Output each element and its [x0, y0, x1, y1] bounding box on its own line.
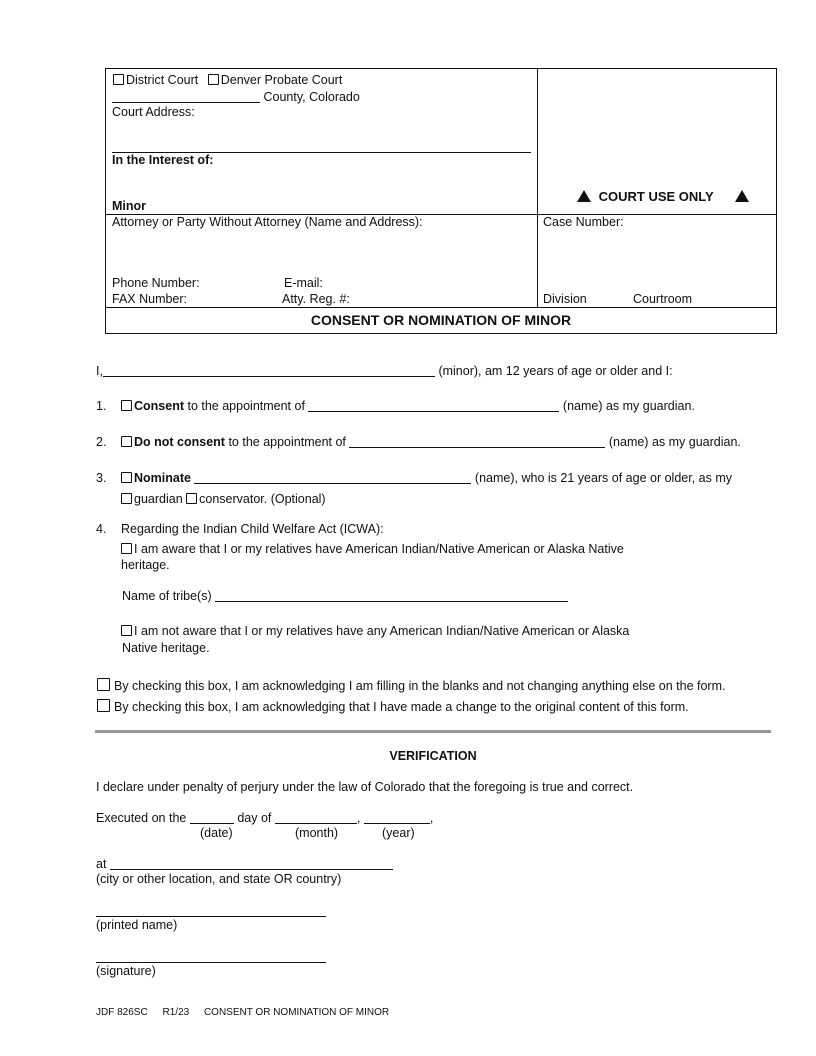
item-3-row [121, 471, 732, 485]
not-consent-end: (name) as my guardian. [608, 435, 741, 449]
county-row [112, 90, 360, 104]
consent-rest: to the appointment of [187, 399, 305, 413]
atty-reg-label: Atty. Reg. #: [282, 292, 350, 306]
aware-label-cont: heritage. [121, 558, 170, 572]
item-2-row [121, 435, 741, 449]
printed-name-caption: (printed name) [96, 918, 178, 932]
tribe-blank[interactable] [215, 590, 568, 602]
month-blank[interactable] [275, 812, 357, 824]
guardian-checkbox[interactable] [121, 493, 132, 504]
division-label: Division [543, 292, 587, 306]
item-3-number: 3. [96, 471, 107, 485]
footer [96, 1006, 389, 1020]
item-1-number: 1. [96, 399, 107, 413]
intro-i: I, [96, 364, 103, 378]
item-3-options [121, 492, 326, 506]
probate-court-checkbox[interactable] [208, 74, 219, 85]
fax-label: FAX Number: [112, 292, 188, 306]
nominate-checkbox[interactable] [121, 472, 132, 483]
intro-row [96, 364, 673, 378]
signature-line[interactable] [96, 962, 326, 963]
footer-form-number: JDF 826SC [96, 1007, 148, 1018]
consent-checkbox[interactable] [121, 400, 132, 411]
court-use-only-label: COURT USE ONLY [598, 189, 714, 204]
printed-name-line[interactable] [96, 916, 326, 917]
minor-label: Minor [112, 199, 147, 213]
executed-label: Executed on the [96, 811, 187, 825]
not-consent-name-blank[interactable] [349, 436, 605, 448]
district-court-label: District Court [126, 73, 199, 87]
year-caption: (year) [382, 826, 415, 840]
month-caption: (month) [295, 826, 339, 840]
guardian-label: guardian [134, 492, 183, 506]
caption-title-line [106, 307, 776, 308]
tribe-label: Name of tribe(s) [122, 589, 212, 603]
icwa-heading: Regarding the Indian Child Welfare Act (ICWA): [121, 522, 384, 536]
consent-end: (name) as my guardian. [562, 399, 695, 413]
ack-change-row [97, 699, 689, 714]
minor-name-blank[interactable] [103, 365, 435, 377]
verification-heading: VERIFICATION [389, 749, 477, 763]
phone-label: Phone Number: [112, 276, 200, 290]
footer-title: CONSENT OR NOMINATION OF MINOR [203, 1007, 390, 1018]
not-aware-checkbox[interactable] [121, 625, 132, 636]
not-aware-row [121, 624, 629, 638]
year-blank[interactable] [364, 812, 430, 824]
courtroom-label: Courtroom [633, 292, 693, 306]
not-consent-checkbox[interactable] [121, 436, 132, 447]
tribe-row [122, 589, 568, 603]
up-triangle-icon [735, 190, 749, 202]
section-separator [95, 730, 771, 733]
ack-blanks-checkbox[interactable] [97, 678, 110, 691]
attorney-label: Attorney or Party Without Attorney (Name and Address): [112, 215, 423, 229]
case-number-label: Case Number: [543, 215, 624, 229]
nominate-end: (name), who is 21 years of age or older, as my [474, 471, 732, 485]
item-2-number: 2. [96, 435, 107, 449]
declaration-text: I declare under penalty of perjury under the law of Colorado that the foregoing is true and correct. [96, 780, 634, 794]
aware-label: I am aware that I or my relatives have American Indian/Native American or Alaska Native [134, 542, 624, 556]
not-aware-label-cont: Native heritage. [122, 641, 210, 655]
conservator-checkbox[interactable] [186, 493, 197, 504]
ack-blanks-label: By checking this box, I am acknowledging I am filling in the blanks and not changing anything else on the form. [114, 679, 726, 693]
court-address-label: Court Address: [112, 105, 195, 119]
intro-suffix: (minor), am 12 years of age or older and I: [438, 364, 673, 378]
date-blank[interactable] [190, 812, 234, 824]
conservator-label: conservator. (Optional) [199, 492, 326, 506]
court-type-row [113, 73, 342, 87]
consent-label: Consent [134, 399, 184, 413]
day-of-label: day of [237, 811, 272, 825]
consent-name-blank[interactable] [308, 400, 559, 412]
footer-revision: R1/23 [162, 1007, 190, 1018]
location-row [96, 857, 393, 871]
nominate-label: Nominate [134, 471, 191, 485]
not-consent-label: Do not consent [134, 435, 225, 449]
probate-court-label: Denver Probate Court [220, 73, 343, 87]
not-aware-label: I am not aware that I or my relatives have any American Indian/Native American or Alaska [134, 624, 630, 638]
court-use-only [577, 190, 749, 204]
district-court-checkbox[interactable] [113, 74, 124, 85]
not-consent-rest: to the appointment of [228, 435, 346, 449]
nominate-name-blank[interactable] [194, 472, 471, 484]
date-caption: (date) [200, 826, 233, 840]
city-caption: (city or other location, and state OR country) [96, 872, 342, 886]
form-title: CONSENT OR NOMINATION OF MINOR [310, 312, 572, 328]
signature-caption: (signature) [96, 964, 156, 978]
item-4-number: 4. [96, 522, 107, 536]
in-interest-label: In the Interest of: [112, 153, 214, 167]
caption-divider [537, 69, 538, 307]
aware-checkbox[interactable] [121, 543, 132, 554]
executed-row: Executed on the day of , , [96, 811, 434, 825]
ack-change-label: By checking this box, I am acknowledging that I have made a change to the original content of this form. [114, 700, 689, 714]
ack-change-checkbox[interactable] [97, 699, 110, 712]
item-1-row [121, 399, 695, 413]
ack-blanks-row [97, 678, 725, 693]
location-blank[interactable] [110, 858, 393, 870]
county-blank[interactable] [112, 91, 260, 103]
up-triangle-icon [577, 190, 591, 202]
county-label: County, Colorado [263, 90, 360, 104]
at-label: at [96, 857, 107, 871]
aware-row [121, 542, 624, 556]
email-label: E-mail: [284, 276, 323, 290]
